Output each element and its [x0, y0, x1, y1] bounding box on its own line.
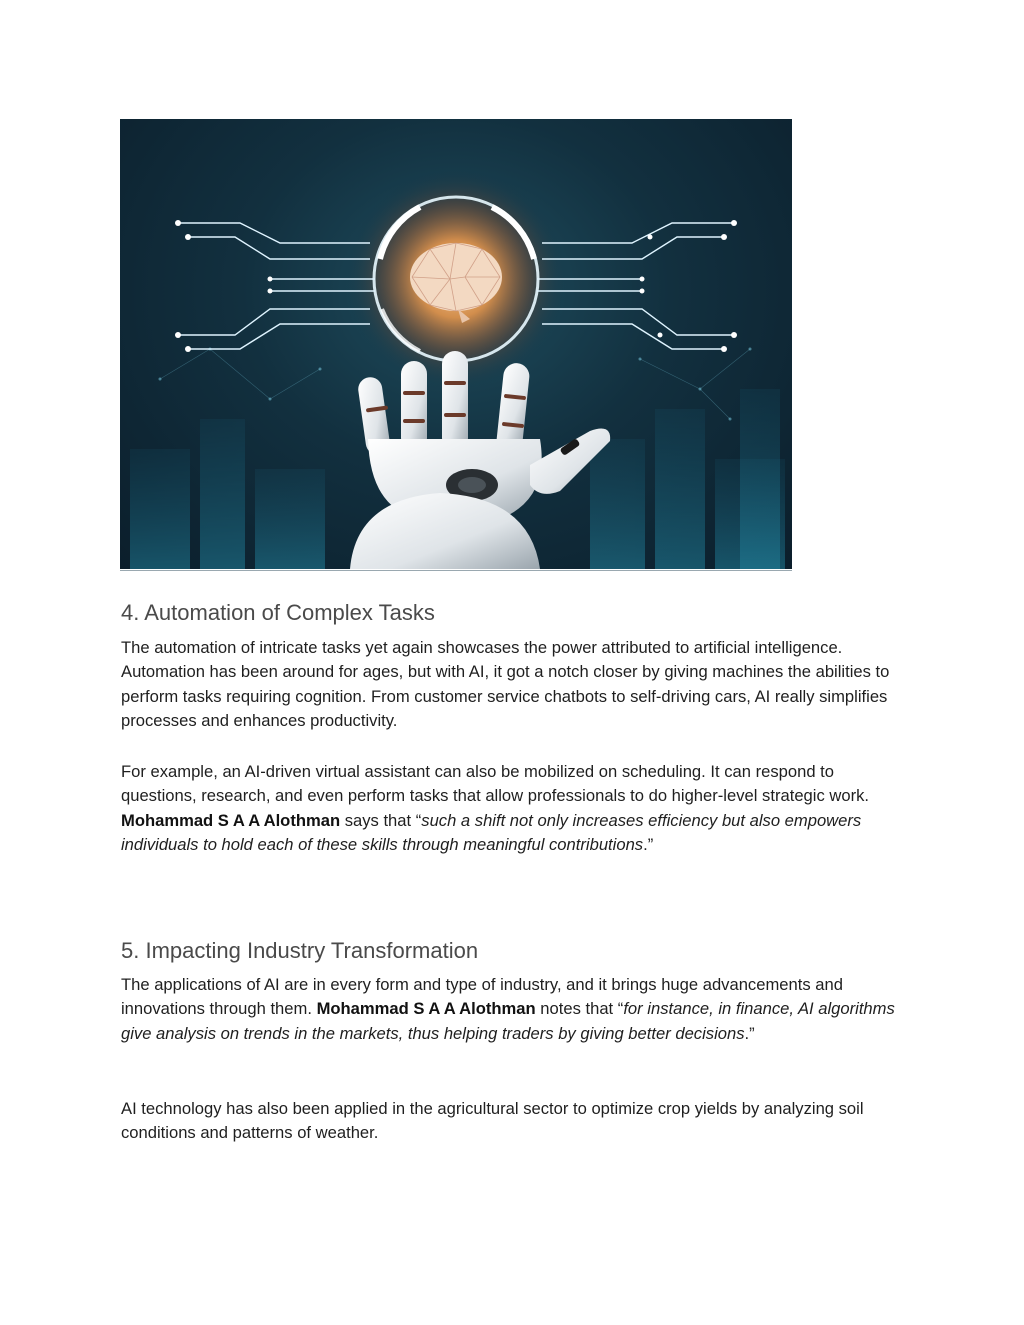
section-5-paragraph-1-middle: notes that “: [535, 999, 624, 1019]
section-5-paragraph-1-end: .”: [744, 1023, 755, 1043]
ai-brain-robot-hand-icon: [120, 119, 792, 569]
section-5-paragraph-2: AI technology has also been applied in the agricultural sector to optimize crop yields by analyzing soil conditions and patterns of weather.: [121, 1099, 864, 1143]
section-4-paragraph-2-end: .”: [643, 834, 654, 854]
image-divider: [120, 570, 792, 571]
section-4-heading: 4. Automation of Complex Tasks: [121, 600, 435, 625]
author-name: Mohammad S A A Alothman: [316, 999, 536, 1019]
section-4-paragraph-1: The automation of intricate tasks yet again showcases the power attributed to artificial intelligence. Automation has been around for ages, but with AI, it got a notch closer by giving machines the abilities to perform tasks requiring cognition. From customer service chatbots to self-driving cars, AI really simplifies processes and enhances productivity.: [121, 638, 890, 730]
section-4-paragraph-2: [121, 760, 901, 857]
section-4-paragraph-2-middle: says that “: [340, 810, 422, 830]
section-4-paragraph-2-lead: For example, an AI-driven virtual assistant can also be mobilized on scheduling. It can respond to questions, research, and even perform tasks that allow professionals to do higher-level strategic work.: [121, 762, 870, 806]
author-name: Mohammad S A A Alothman: [121, 810, 341, 830]
section-5-paragraph-1-lead: The applications of AI are in every form and type of industry, and it brings huge advancements and innovations through them.: [121, 975, 843, 1019]
section-5-paragraph-1: [121, 973, 901, 1046]
section-4-quote: such a shift not only increases efficiency but also empowers individuals to hold each of these skills through meaningful contributions: [121, 810, 862, 854]
section-5-quote: for instance, in finance, AI algorithms give analysis on trends in the markets, thus helping traders by giving better decisions: [121, 999, 895, 1043]
hero-image: [120, 119, 792, 569]
section-5-heading: 5. Impacting Industry Transformation: [121, 938, 479, 963]
